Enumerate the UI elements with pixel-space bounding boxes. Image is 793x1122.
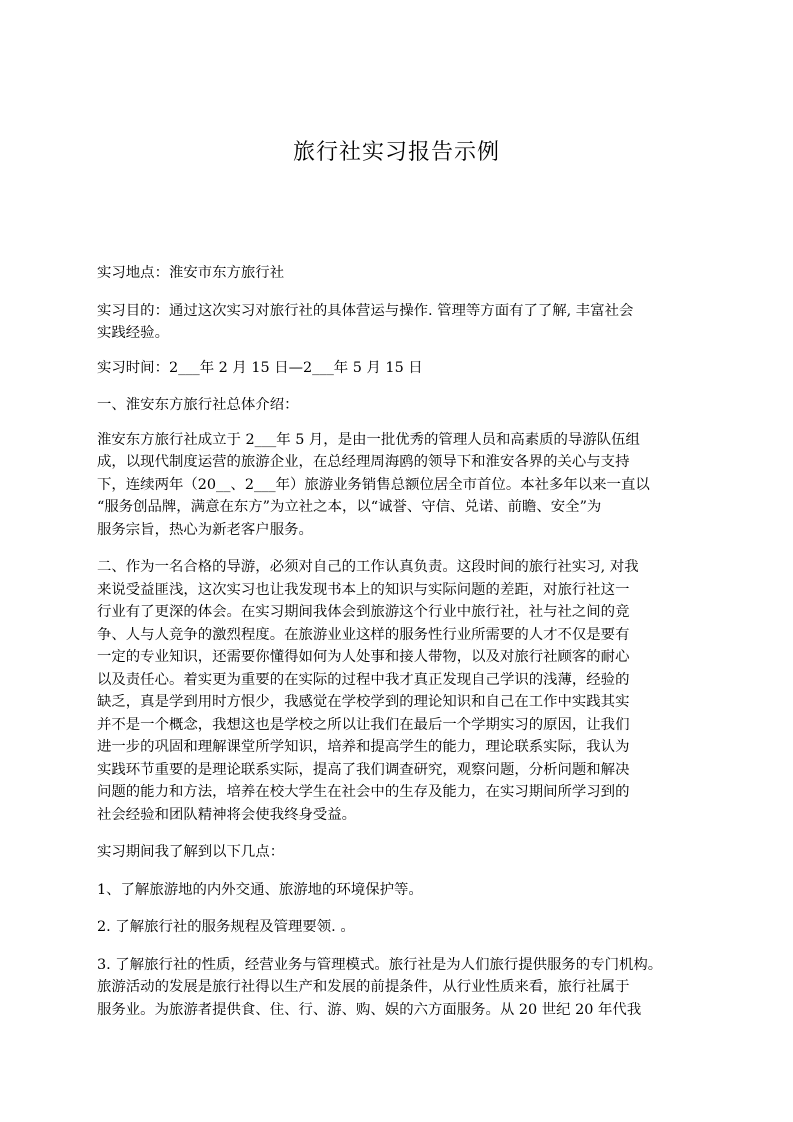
paragraph-line: 淮安东方旅行社成立于 2___年 5 月，是由一批优秀的管理人员和高素质的导游队伍组 [97,431,640,448]
paragraph-line: 实践环节重要的是理论联系实际，提高了我们调查研究，观察问题，分析问题和解决 [97,761,630,778]
section1-heading [97,394,717,417]
learned-intro [97,841,717,864]
point-line: 旅游活动的发展是旅行社得以生产和发展的前提条件，从行业性质来看，旅行社属于 [97,979,630,995]
internship-purpose [97,300,717,345]
point-line: 2. 了解旅行社的服务规程及管理要领. 。 [97,919,355,935]
paragraph-line: 问题的能力和方法，培养在校大学生在社会中的生存及能力，在实习期间所学习到的 [97,784,630,800]
paragraph-line: 成，以现代制度运营的旅游企业，在总经理周海鸥的领导下和淮安各界的关心与支持 [97,454,630,470]
paragraph-line: 一定的专业知识，还需要你懂得如何为人处事和接人带物，以及对旅行社顾客的耐心 [97,649,630,665]
paragraph-line: 下，连续两年（20__、2___年）旅游业务销售总额位居全市首位。本社多年以来一直以 [97,476,650,493]
internship-time [97,357,717,380]
paragraph-line: 争、人与人竞争的激烈程度。在旅游业业这样的服务性行业所需要的人才不仅是要有 [97,626,630,643]
purpose-line: 实践经验。 [97,325,169,341]
paragraph-line: 服务宗旨，热心为新老客户服务。 [97,521,313,538]
paragraph-line: 缺乏，真是学到用时方恨少，我感觉在学校学到的理论知识和自己在工作中实践其实 [97,694,630,710]
document-title: 旅行社实习报告示例 [292,140,500,165]
paragraph-line: “服务创品牌，满意在东方”为立社之本，以“诚誉、守信、兑诺、前瞻、安全”为 [97,499,602,515]
learned-intro-line: 实习期间我了解到以下几点： [97,844,285,860]
point-3 [97,954,717,1022]
section1-paragraph [97,429,717,542]
paragraph-line: 社会经验和团队精神将会使我终身受益。 [97,806,357,823]
paragraph-line: 进一步的巩固和理解课堂所学知识，培养和提高学生的能力，理论联系实际，我认为 [97,739,630,755]
point-line: 1、了解旅游地的内外交通、旅游地的环境保护等。 [97,881,423,898]
paragraph-line: 来说受益匪浅，这次实习也让我发现书本上的知识与实际问题的差距，对旅行社这一 [97,581,630,598]
location-line: 实习地点：淮安市东方旅行社 [97,265,285,281]
document-body [97,262,717,1021]
paragraph-line: 以及责任心。着实更为重要的在实际的过程中我才真正发现自己学识的浅薄，经验的 [97,671,630,688]
point-1 [97,879,717,902]
purpose-line: 实习目的：通过这次实习对旅行社的具体营运与操作. 管理等方面有了了解, 丰富社会 [97,302,634,319]
paragraph-line: 二、作为一名合格的导游，必须对自己的工作认真负责。这段时间的旅行社实习, 对我 [97,559,639,575]
section-heading: 一、淮安东方旅行社总体介绍： [97,397,299,413]
paragraph-line: 行业有了更深的体会。在实习期间我体会到旅游这个行业中旅行社，社与社之间的竞 [97,604,630,620]
point-line: 服务业。为旅游者提供食、住、行、游、购、娱的六方面服务。从 20 世纪 20 年代我 [97,1001,642,1018]
point-2 [97,916,717,939]
internship-location [97,262,717,285]
section2-paragraph [97,556,717,826]
time-line: 实习时间：2___年 2 月 15 日—2___年 5 月 15 日 [97,359,423,376]
point-line: 3. 了解旅行社的性质，经营业务与管理模式。旅行社是为人们旅行提供服务的专门机构。 [97,956,663,973]
paragraph-line: 并不是一个概念，我想这也是学校之所以让我们在最后一个学期实习的原因，让我们 [97,716,630,733]
